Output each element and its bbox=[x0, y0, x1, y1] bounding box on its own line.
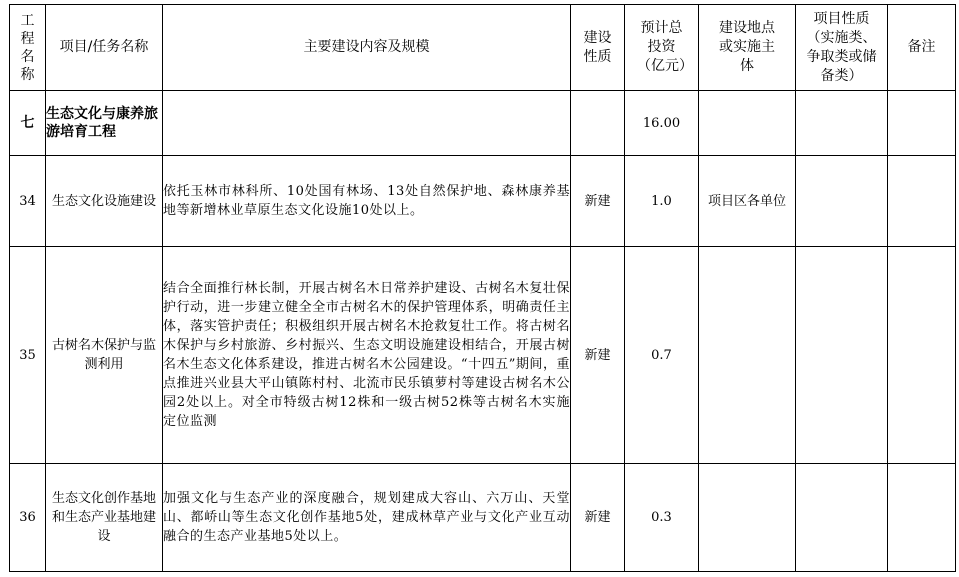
row-location: 项目区各单位 bbox=[699, 156, 796, 247]
category-no: 七 bbox=[10, 91, 46, 156]
row-nature: 新建 bbox=[571, 464, 625, 572]
row-nature: 新建 bbox=[571, 247, 625, 464]
project-table bbox=[9, 4, 956, 572]
category-content bbox=[163, 91, 571, 156]
row-type bbox=[796, 247, 888, 464]
row-remark bbox=[888, 156, 956, 247]
category-type bbox=[796, 91, 888, 156]
header-content: 主要建设内容及规模 bbox=[163, 5, 571, 91]
category-investment: 16.00 bbox=[625, 91, 699, 156]
category-row bbox=[10, 91, 956, 156]
row-no: 35 bbox=[10, 247, 46, 464]
row-location bbox=[699, 464, 796, 572]
row-remark bbox=[888, 464, 956, 572]
row-content: 加强文化与生态产业的深度融合，规划建成大容山、六万山、天堂山、都峤山等生态文化创作基地5处，建成林草产业与文化产业互动融合的生态产业基地5处以上。 bbox=[163, 464, 571, 572]
category-location bbox=[699, 91, 796, 156]
header-location: 建设地点或实施主体 bbox=[699, 5, 796, 91]
header-remark: 备注 bbox=[888, 5, 956, 91]
table-row bbox=[10, 156, 956, 247]
row-investment: 0.3 bbox=[625, 464, 699, 572]
row-no: 34 bbox=[10, 156, 46, 247]
header-investment: 预计总投资（亿元） bbox=[625, 5, 699, 91]
row-name: 古树名木保护与监测利用 bbox=[46, 247, 163, 464]
row-investment: 1.0 bbox=[625, 156, 699, 247]
header-name: 项目/任务名称 bbox=[46, 5, 163, 91]
row-type bbox=[796, 464, 888, 572]
row-content: 依托玉林市林科所、10处国有林场、13处自然保护地、森林康养基地等新增林业草原生态文化设施10处以上。 bbox=[163, 156, 571, 247]
header-nature: 建设性质 bbox=[571, 5, 625, 91]
category-nature bbox=[571, 91, 625, 156]
row-no: 36 bbox=[10, 464, 46, 572]
row-nature: 新建 bbox=[571, 156, 625, 247]
row-remark bbox=[888, 247, 956, 464]
row-name: 生态文化设施建设 bbox=[46, 156, 163, 247]
header-type: 项目性质（实施类、争取类或储备类） bbox=[796, 5, 888, 91]
row-type bbox=[796, 156, 888, 247]
table-row bbox=[10, 464, 956, 572]
row-investment: 0.7 bbox=[625, 247, 699, 464]
category-name: 生态文化与康养旅游培育工程 bbox=[46, 91, 163, 156]
header-row bbox=[10, 5, 956, 91]
header-no: 工程名称 bbox=[10, 5, 46, 91]
table-row bbox=[10, 247, 956, 464]
row-location bbox=[699, 247, 796, 464]
category-remark bbox=[888, 91, 956, 156]
row-name: 生态文化创作基地和生态产业基地建设 bbox=[46, 464, 163, 572]
row-content: 结合全面推行林长制，开展古树名木日常养护建设、古树名木复壮保护行动，进一步建立健全全市古树名木的保护管理体系，明确责任主体，落实管护责任；积极组织开展古树名木抢救复壮工作。将古树名木保护与乡村旅游、乡村振兴、生态文明设施建设相结合，开展古树名木生态文化体系建设，推进古树名木公园建设。“十四五”期间，重点推进兴业县大平山镇陈村村、北流市民乐镇萝村等建设古树名木公园2处以上。对全市特级古树12株和一级古树52株等古树名木实施定位监测 bbox=[163, 247, 571, 464]
